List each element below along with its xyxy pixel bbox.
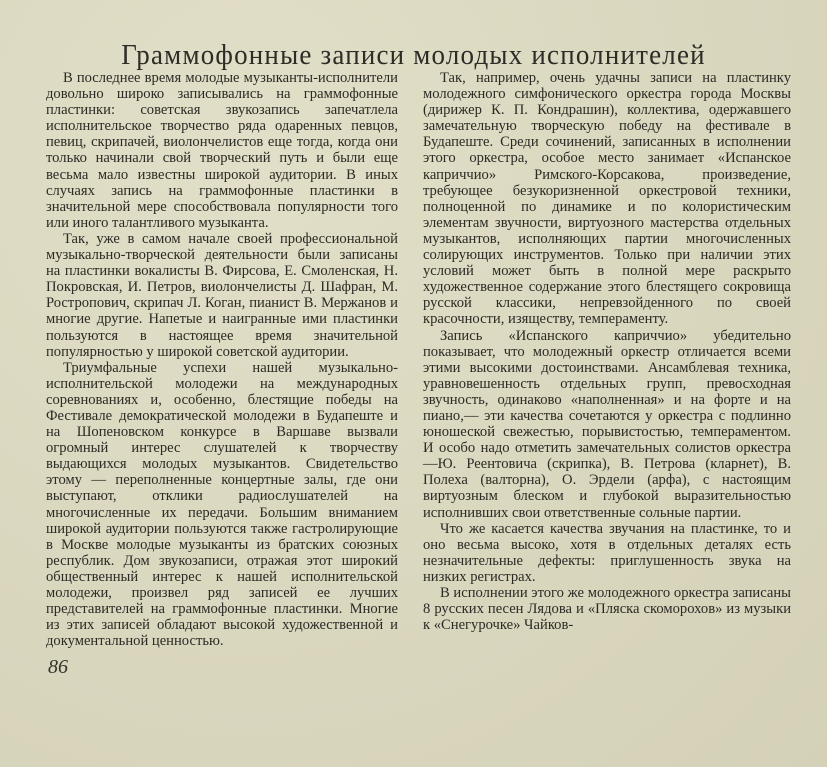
paragraph: В исполнении этого же молодежного оркестра записаны 8 русских песен Лядова и «Пляска скоморохов» из музыки к «Снегурочке» Чайков- xyxy=(423,585,791,634)
page-title: Граммофонные записи молодых исполнителей xyxy=(121,39,706,72)
page-number: 86 xyxy=(48,656,68,678)
paragraph: Так, уже в самом начале своей профессиональной музыкально-творческой деятельности были записаны на пластинки вокалисты В. Фирсова, Е. Смоленская, Н. Покровская, И. Петров, виолончелисты Д. Шафран, М. Ростропович, скрипач Л. Коган, пианист В. Мержанов и многие другие. Напетые и наигранные ими пластинки пользуются в настоящее время значительной популярностью у широкой советской аудитории. xyxy=(46,230,398,360)
right-column xyxy=(423,70,791,633)
paragraph: Триумфальные успехи нашей музыкально-исполнительской молодежи на международных соревнованиях и, особенно, блестящие победы на Фестивале демократической молодежи в Будапеште и на Шопеновском конкурсе в Варшаве вызвали огромный интерес слушателей к творчеству выдающихся молодых музыкантов. Свидетельство этому — переполненные концертные залы, где они выступают, отклики радиослушателей на многочисленные их передачи. Большим вниманием широкой аудитории пользуются также гастролирующие в Москве молодые музыканты из братских союзных республик. Дом звукозаписи, отражая этот широкий общественный интерес к нашей исполнительской молодежи, произвел ряд записей ее лучших представителей на граммофонные пластинки. Многие из этих записей обладают высокой художественной и документальной ценностью. xyxy=(46,359,398,650)
paragraph: Так, например, очень удачны записи на пластинку молодежного симфонического оркестра города Москвы (дирижер К. П. Кондрашин), коллектива, одержавшего замечательную творческую победу на фестивале в Будапеште. Среди сочинений, записанных в исполнении этого оркестра, особое место занимает «Испанское каприччио» Римского-Корсакова, произведение, требующее безукоризненной оркестровой техники, полноценной по динамике и по колористическим элементам звучности, виртуозного мастерства отдельных музыкантов, исполняющих партии многочисленных солирующих инструментов. Только при наличии этих условий может быть в полной мере раскрыто художественное содержание этого блестящего сокровища русской классики, непревзойденного по своей красочности, изяществу, темпераменту. xyxy=(423,70,791,328)
paragraph: В последнее время молодые музыканты-исполнители довольно широко записывались на граммофонные пластинки: советская звукозапись запечатлела исполнительское творчество ряда одаренных певцов, певиц, скрипачей, виолончелистов еще тогда, когда они только начинали свой творческий путь и были еще весьма мало известны широкой аудитории. В иных случаях запись на граммофонные пластинки в значительной мере способствовала популярности того или иного талантливого музыканта. xyxy=(46,70,398,231)
paragraph: Запись «Испанского каприччио» убедительно показывает, что молодежный оркестр отличается всеми этими высокими достоинствами. Ансамблевая техника, уравновешенность отдельных групп, превосходная звучность, одинаково «наполненная» и на форте и на пиано,— эти качества сочетаются у оркестра с подлинно юношеской свежестью, порывистостью, темпераментом. И особо надо отметить замечательных солистов оркестра—Ю. Реентовича (скрипка), В. Петрова (кларнет), В. Полеха (валторна), О. Эрдели (арфа), с настоящим виртуозным блеском и глубокой выразительностью исполнивших свои ответственные сольные партии. xyxy=(423,327,791,521)
paragraph: Что же касается качества звучания на пластинке, то и оно весьма высоко, хотя в отдельных деталях есть незначительные дефекты: приглушенность звука на низких регистрах. xyxy=(423,520,791,585)
left-column xyxy=(46,70,398,649)
